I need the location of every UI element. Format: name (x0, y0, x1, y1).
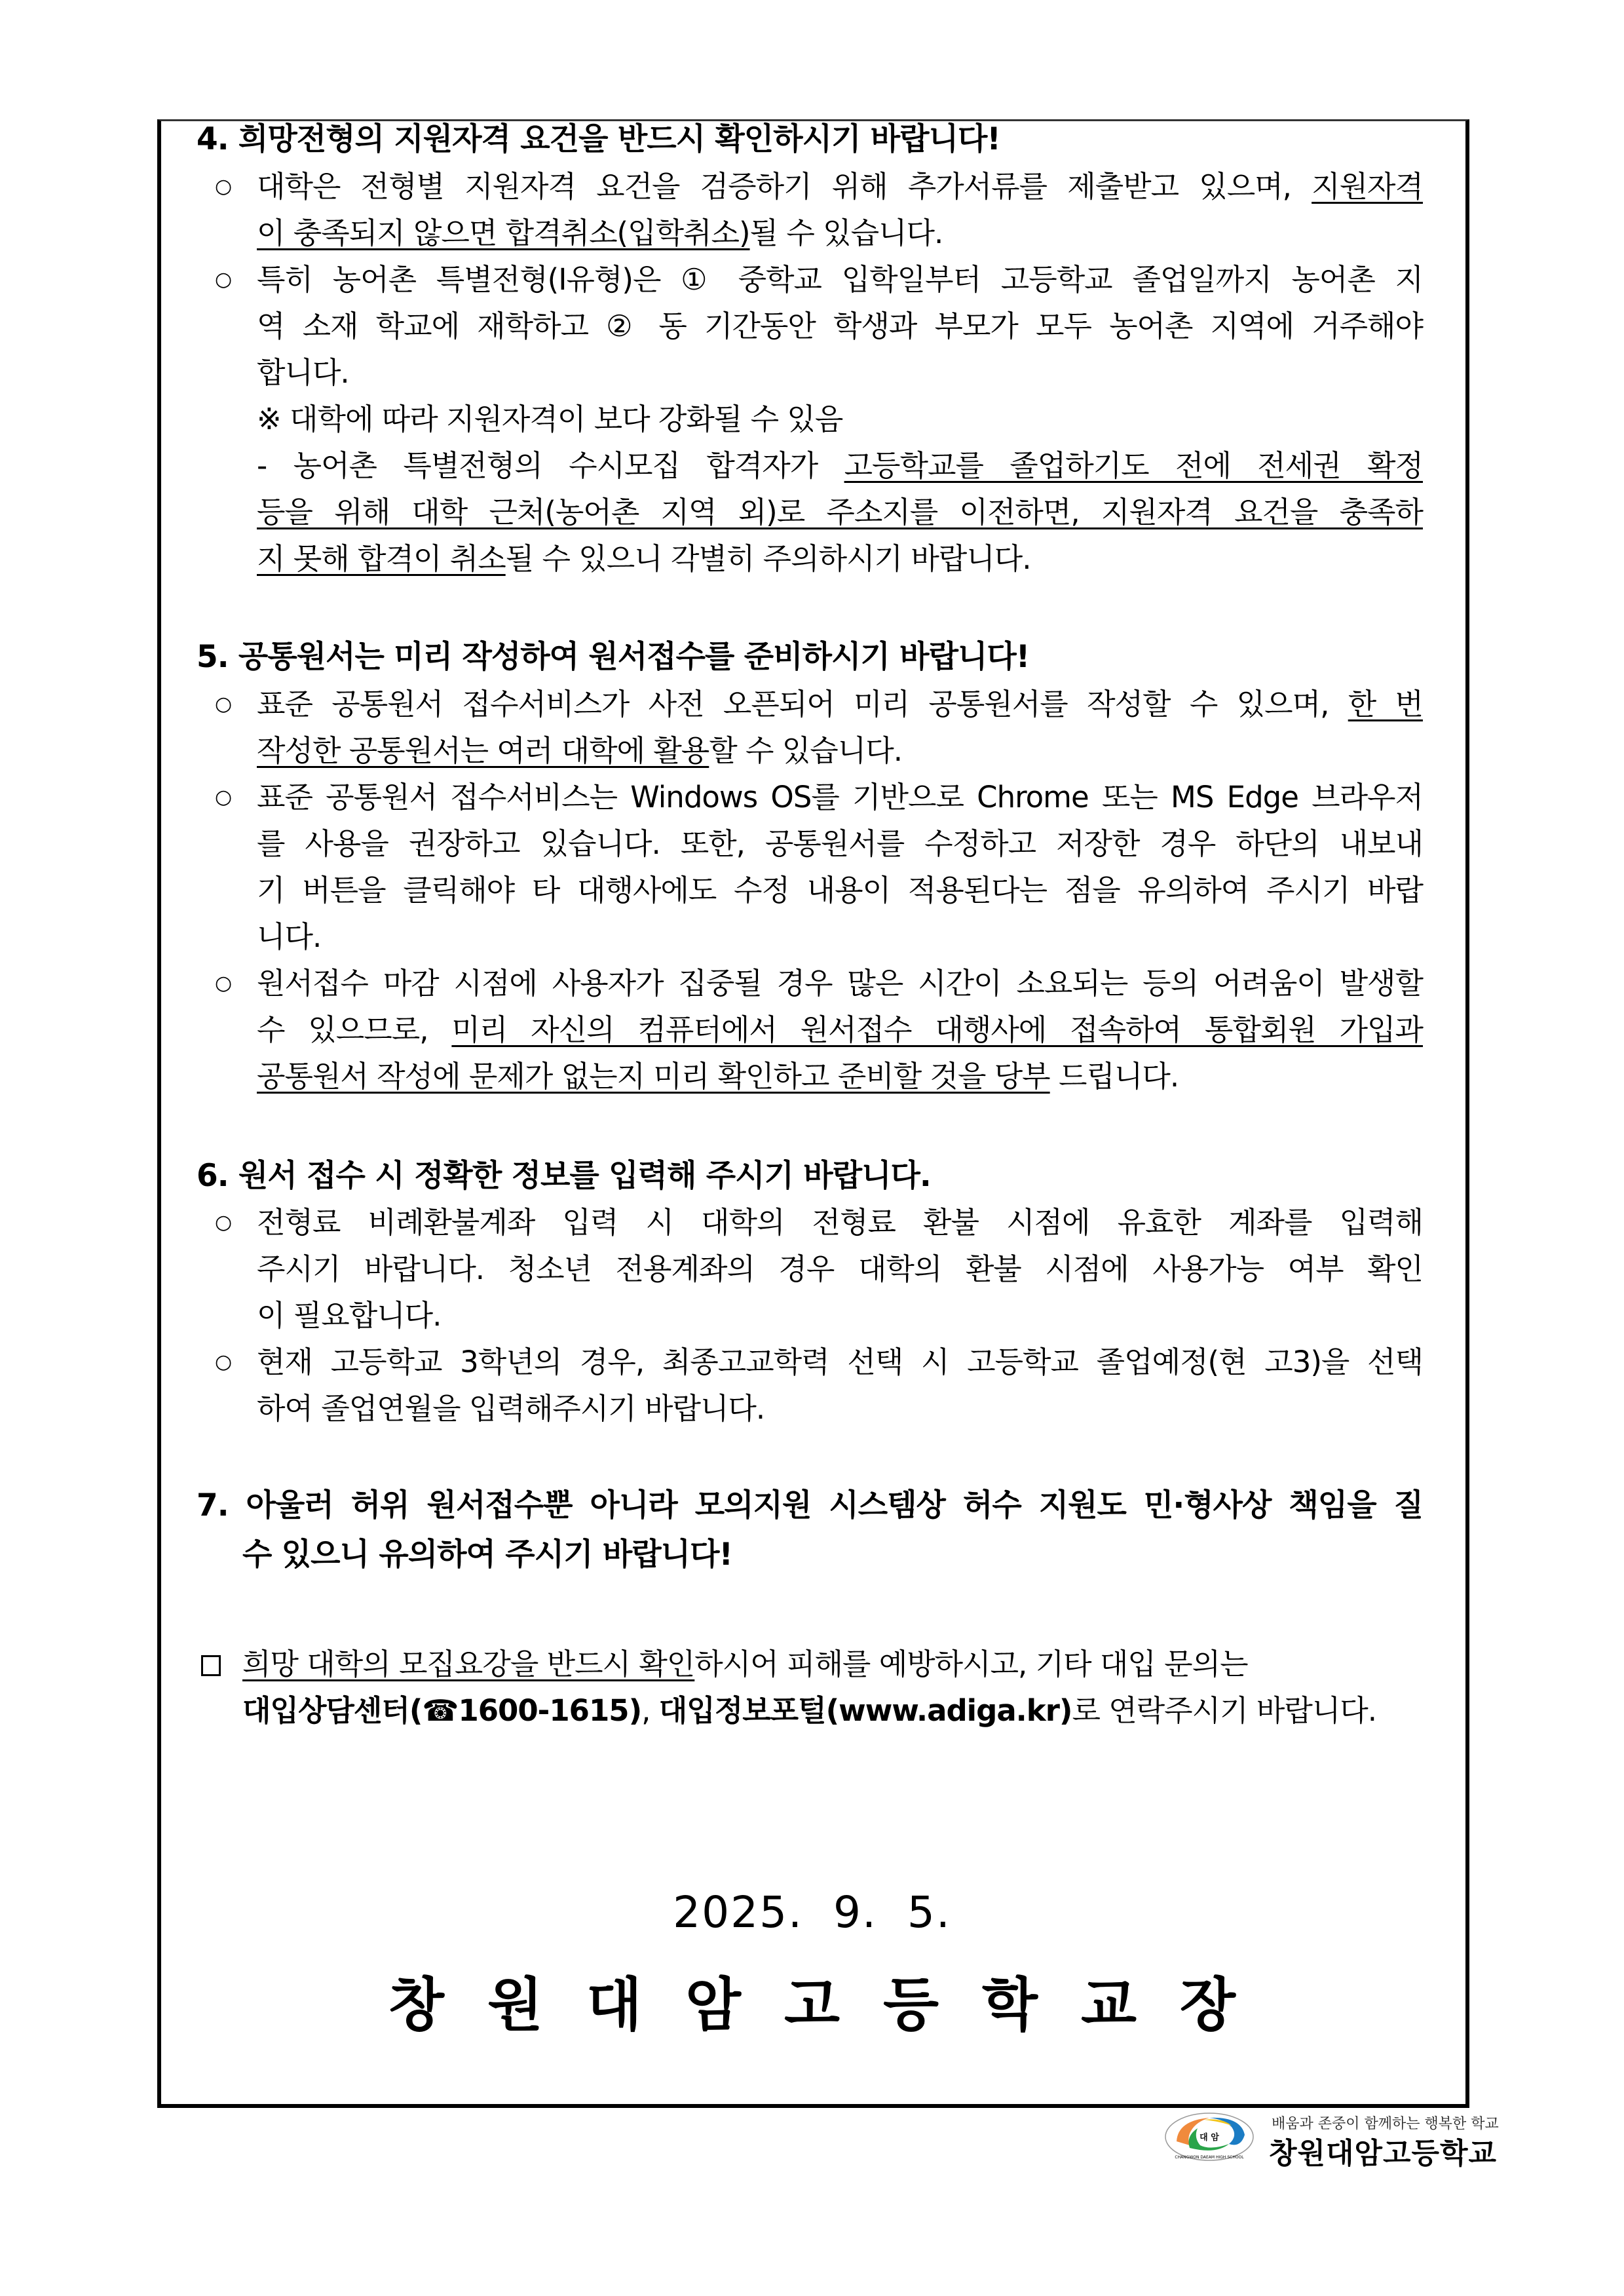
body-line: 니다. (257, 919, 322, 954)
bullet-circle-icon: ○ (215, 693, 233, 716)
bullet-circle-icon: ○ (215, 786, 233, 809)
bullet-circle-icon: ○ (215, 268, 233, 291)
school-name: 창원대암고등학교 (1269, 2137, 1498, 2170)
principal-signature: 창원대암고등학교장 (388, 1971, 1279, 2038)
svg-text:대 암: 대 암 (1199, 2133, 1219, 2143)
consult-center-contact: 대입상담센터(☎1600-1615) (242, 1693, 642, 1728)
body-line: 특히 농어촌 특별전형(I유형)은 ① 중학교 입학일부터 고등학교 졸업일까지 농어촌 지 (257, 262, 1423, 297)
notice-line-1: 희망 대학의 모집요강을 반드시 확인하시어 피해를 예방하시고, 기타 대입 문의는 (242, 1647, 1248, 1681)
body-line: 를 사용을 권장하고 있습니다. 또한, 공통원서를 수정하고 저장한 경우 하단의 내보내 (257, 826, 1423, 861)
section-7-heading-cont: 수 있으니 유의하여 주시기 바랍니다! (242, 1537, 732, 1573)
bullet-circle-icon: ○ (215, 1350, 233, 1373)
body-line: 수 있으므로, 미리 자신의 컴퓨터에서 원서접수 대행사에 접속하여 통합회원 가입과 (257, 1012, 1424, 1047)
body-line: 이 필요합니다. (257, 1298, 442, 1333)
school-logo-icon (1163, 2111, 1255, 2162)
body-line: 원서접수 마감 시점에 사용자가 집중될 경우 많은 시간이 소요되는 등의 어려움이 발생할 (257, 966, 1423, 1001)
bullet-circle-icon: ○ (215, 175, 233, 198)
body-line: 하여 졸업연월을 입력해주시기 바랍니다. (257, 1391, 765, 1426)
section-5-heading: 5. 공통원서는 미리 작성하여 원서접수를 준비하시기 바랍니다! (197, 639, 1030, 675)
issue-date: 2025. 9. 5. (673, 1887, 951, 1938)
adiga-portal-link[interactable]: 대입정보포털(www.adiga.kr) (658, 1693, 1072, 1728)
bullet-circle-icon: ○ (215, 1211, 233, 1234)
section-6-heading: 6. 원서 접수 시 정확한 정보를 입력해 주시기 바랍니다. (197, 1158, 931, 1194)
body-line: 작성한 공통원서는 여러 대학에 활용할 수 있습니다. (257, 733, 903, 768)
body-line: 기 버튼을 클릭해야 타 대행사에도 수정 내용이 적용된다는 점을 유의하여 주시기 바랍 (257, 873, 1423, 908)
checkbox-square-icon (201, 1655, 221, 1676)
note-line: ※ 대학에 따라 지원자격이 보다 강화될 수 있음 (257, 402, 843, 436)
body-line: 표준 공통원서 접수서비스가 사전 오픈되어 미리 공통원서를 작성할 수 있으며, 한 번 (257, 687, 1423, 721)
body-line: 전형료 비례환불계좌 입력 시 대학의 전형료 환불 시점에 유효한 계좌를 입력해 (257, 1205, 1423, 1240)
school-slogan: 배움과 존중이 함께하는 행복한 학교 (1272, 2116, 1499, 2132)
body-line: 이 충족되지 않으면 합격취소(입학취소)될 수 있습니다. (257, 216, 943, 250)
body-line: 현재 고등학교 3학년의 경우, 최종고교학력 선택 시 고등학교 졸업예정(현 고3)을 선택 (257, 1345, 1423, 1379)
notice-line-2: 대입상담센터(☎1600-1615), 대입정보포털(www.adiga.kr)로 연락주시기 바랍니다. (242, 1693, 1377, 1728)
body-line: 지 못해 합격이 취소될 수 있으니 각별히 주의하시기 바랍니다. (257, 541, 1031, 576)
body-line: - 농어촌 특별전형의 수시모집 합격자가 고등학교를 졸업하기도 전에 전세권 확정 (257, 448, 1423, 483)
body-line: 등을 위해 대학 근처(농어촌 지역 외)로 주소지를 이전하면, 지원자격 요건을 충족하 (257, 495, 1423, 529)
body-line: 표준 공통원서 접수서비스는 Windows OS를 기반으로 Chrome 또는 MS Edge 브라우저 (257, 780, 1423, 814)
body-line: 역 소재 학교에 재학하고 ② 동 기간동안 학생과 부모가 모두 농어촌 지역에 거주해야 (257, 309, 1423, 343)
body-line: 대학은 전형별 지원자격 요건을 검증하기 위해 추가서류를 제출받고 있으며, 지원자격 (257, 169, 1423, 204)
section-4-heading: 4. 희망전형의 지원자격 요건을 반드시 확인하시기 바랍니다! (197, 121, 1000, 157)
bullet-circle-icon: ○ (215, 972, 233, 995)
section-7-heading: 7. 아울러 허위 원서접수뿐 아니라 모의지원 시스템상 허수 지원도 민·형사상 책임을 질 (197, 1487, 1423, 1523)
body-line: 주시기 바랍니다. 청소년 전용계좌의 경우 대학의 환불 시점에 사용가능 여부 확인 (257, 1252, 1423, 1286)
body-line: 합니다. (257, 355, 349, 390)
body-line: 공통원서 작성에 문제가 없는지 미리 확인하고 준비할 것을 당부 드립니다. (257, 1059, 1179, 1094)
svg-text:CHANGWON DAEAM HIGH SCHOOL: CHANGWON DAEAM HIGH SCHOOL (1175, 2155, 1244, 2160)
